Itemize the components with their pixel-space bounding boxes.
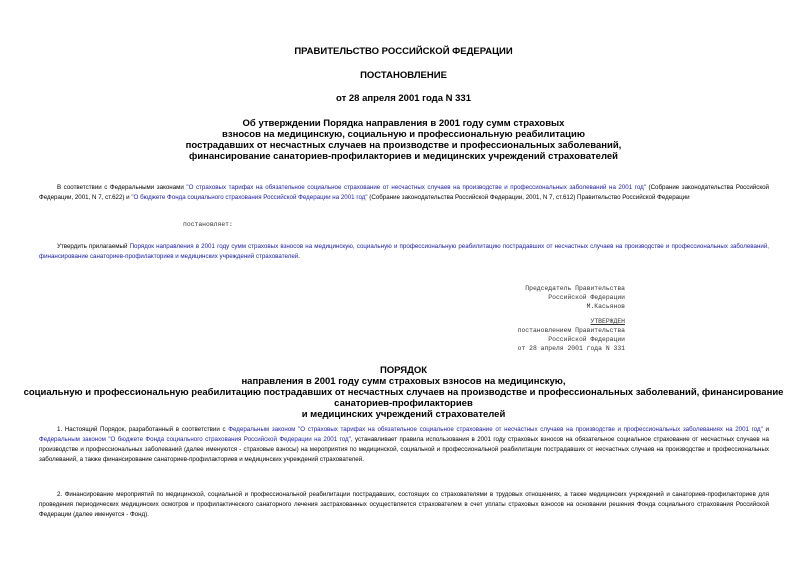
doc-type-heading: ПОСТАНОВЛЕНИЕ xyxy=(360,70,447,81)
signature-line: Российской Федерации xyxy=(548,294,625,301)
signature-name: М.Касьянов xyxy=(586,303,625,310)
point-1-text: 1. Настоящий Порядок, разработанный в соответствии с xyxy=(57,426,229,433)
resolution-title xyxy=(150,118,657,162)
point-1-paragraph xyxy=(39,425,769,465)
approved-label: УТВЕРЖДЕН xyxy=(590,318,625,325)
order-title-line: санаториев-профилакториев xyxy=(334,398,473,409)
signature-block xyxy=(525,284,625,311)
preamble-text: (Собрание законодательства Российской Федерации, 2001, N 7, ст.622) и xyxy=(39,184,770,201)
title-line: пострадавших от несчастных случаев на производстве и профессиональных заболеваний, xyxy=(185,140,622,151)
approve-text-end: . xyxy=(298,253,300,260)
order-title-line: социальную и профессиональную реабилитацию пострадавших от несчастных случаев на производстве и профессиональных заболеваний, финансирование xyxy=(23,387,784,398)
point-2-paragraph xyxy=(39,490,769,520)
preamble-text: В соответствии с Федеральными законами xyxy=(57,184,187,191)
title-line: взносов на медицинскую, социальную и профессиональную реабилитацию xyxy=(222,129,585,140)
date-number-heading: от 28 апреля 2001 года N 331 xyxy=(336,93,471,104)
law-insurance-tariffs-link[interactable]: "О страховых тарифах на обязательное социальное страхование от несчастных случаев на производстве и профессиональных заболеваний на 2001 год" xyxy=(186,184,646,191)
point-2-text: 2. Финансирование мероприятий по медицинской, социальной и профессиональной реабилитации пострадавших, состоящих со страхователями в трудовых отношениях, а также медицинских учреждений и санаториев-профилакториев для проведения периодических медицинских осмотров и профилактического санаторного лечения застрахованных осуществляется страхователем в счет уплаты страховых взносов на основании решения Фонда социального страхования Российской Федерации (далее именуется - Фонд). xyxy=(39,491,769,518)
approved-line: Российской Федерации xyxy=(548,336,625,343)
approve-paragraph xyxy=(39,242,769,262)
point-1-text: и xyxy=(762,426,769,433)
approved-block xyxy=(518,317,625,353)
preamble-paragraph xyxy=(39,183,769,203)
law-fund-budget-link-2[interactable]: Федеральным законом "О бюджете Фонда социального страхования Российской Федерации на 2001 год" xyxy=(39,436,351,443)
point-1-text: , устанавливает правила использования в 2001 году страховых взносов на обязательное социальное страхование от несчастных случаев на производстве и профессиональных заболеваний (далее именуются - страховые взносы) на мероприятия по медицинской, социальной и профессиональной реабилитации пострадавших от несчастных случаев на производстве и профессиональных заболеваний, а также финансирование санаториев-профилакториев и медицинских учреждений страхователей. xyxy=(39,436,769,463)
government-heading: ПРАВИТЕЛЬСТВО РОССИЙСКОЙ ФЕДЕРАЦИИ xyxy=(294,46,513,57)
decides-label: постановляет: xyxy=(183,221,233,228)
approved-line: постановлением Правительства xyxy=(517,327,625,334)
preamble-text: (Собрание законодательства Российской Федерации, 2001, N 7, ст.612) Правительство Российской Федерации xyxy=(367,194,690,201)
order-title-line: и медицинских учреждений страхователей xyxy=(301,409,506,420)
approved-line: от 28 апреля 2001 года N 331 xyxy=(517,345,625,352)
order-title-line: ПОРЯДОК xyxy=(379,365,428,376)
law-fund-budget-link[interactable]: "О бюджете Фонда социального страхования Российской Федерации на 2001 год" xyxy=(131,194,368,201)
order-link[interactable]: Порядок направления в 2001 году сумм страховых взносов на медицинскую, социальную и профессиональную реабилитацию пострадавших от несчастных случаев на производстве и профессиональных заболеваний, финансирование санаториев-профилакториев и медицинских учреждений страхователей xyxy=(39,243,769,260)
law-insurance-tariffs-link-2[interactable]: Федеральным законом "О страховых тарифах на обязательное социальное страхование от несчастных случаев на производстве и профессиональных заболеваниях на 2001 год" xyxy=(228,426,763,433)
order-title xyxy=(0,365,807,420)
order-title-line: направления в 2001 году сумм страховых взносов на медицинскую, xyxy=(241,376,566,387)
signature-line: Председатель Правительства xyxy=(525,285,625,292)
approve-text: Утвердить прилагаемый xyxy=(57,243,130,250)
title-line: финансирование санаториев-профилакториев и медицинских учреждений страхователей xyxy=(189,151,618,162)
title-line: Об утверждении Порядка направления в 2001 году сумм страховых xyxy=(242,118,565,129)
